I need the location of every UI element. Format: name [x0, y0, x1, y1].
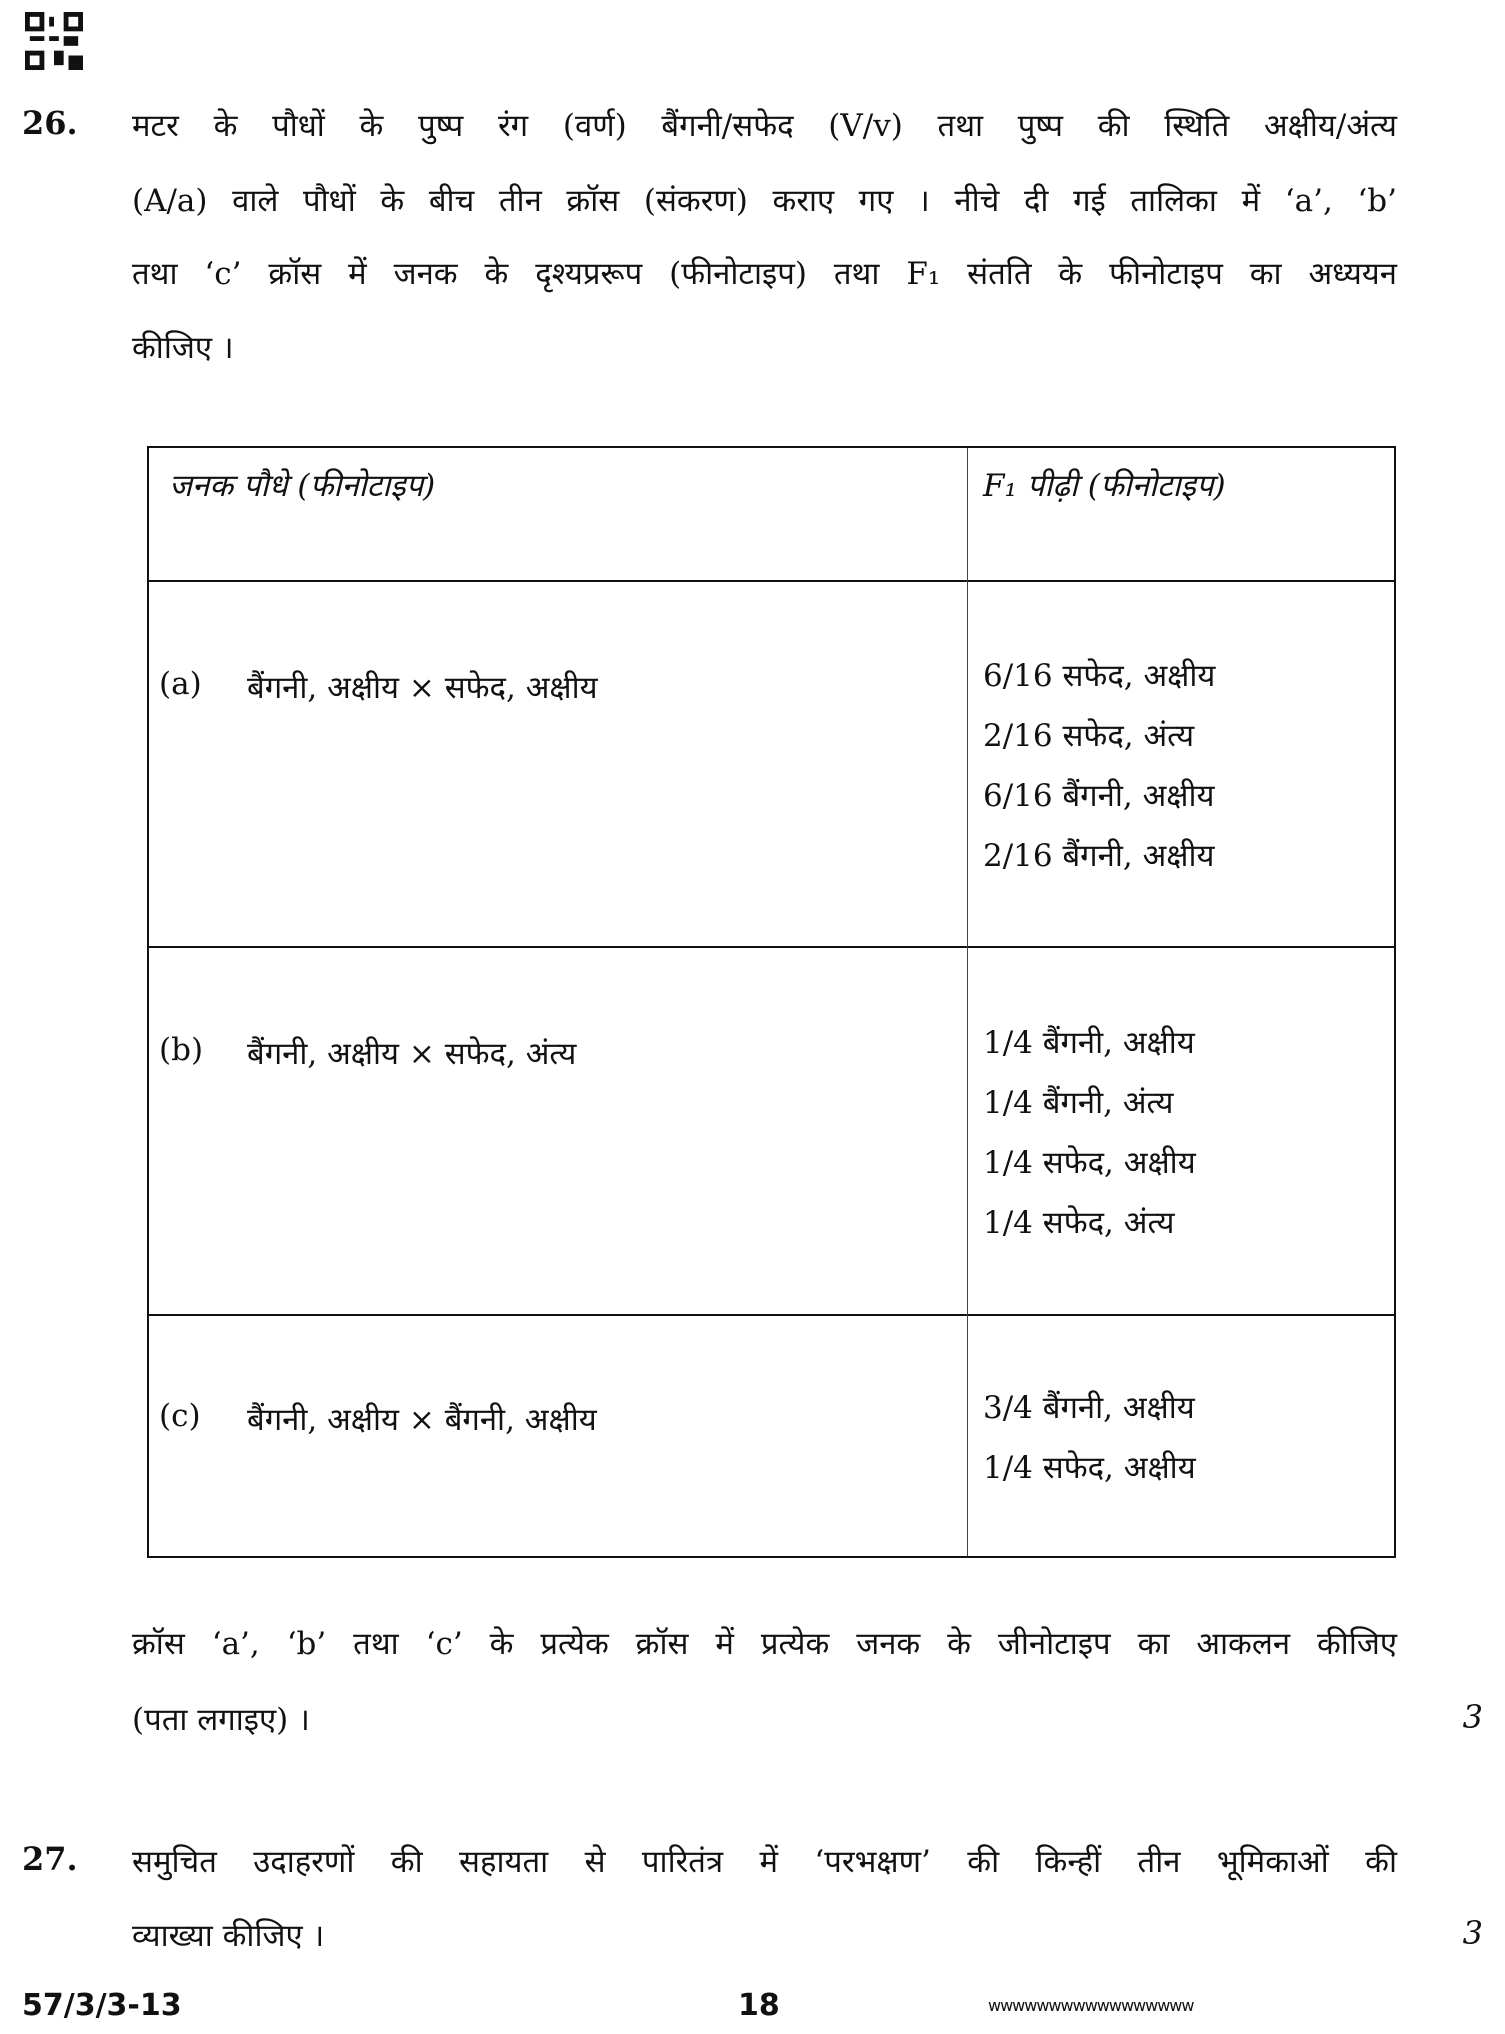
row-parents: बैंगनी, अक्षीय × बैंगनी, अक्षीय [247, 1402, 597, 1438]
row-f1 [983, 1013, 1196, 1253]
row-label: (a) [159, 666, 202, 702]
f1-item: 1/4 सफेद, अंत्य [983, 1205, 1175, 1241]
q26-instruction: (पता लगाइए) । [132, 1702, 310, 1738]
paper-code: 57/3/3-13 [22, 1988, 182, 2023]
q27-line: व्याख्या कीजिए । [132, 1918, 325, 1954]
row-parents: बैंगनी, अक्षीय × सफेद, अंत्य [247, 1036, 577, 1072]
f1-item: 2/16 सफेद, अंत्य [983, 718, 1195, 754]
header-parents: जनक पौधे (फीनोटाइप) [169, 468, 436, 504]
f1-item: 1/4 सफेद, अक्षीय [983, 1450, 1196, 1486]
q26-marks: 3 [1462, 1698, 1483, 1736]
f1-item: 3/4 बैंगनी, अक्षीय [983, 1390, 1195, 1426]
f1-item: 2/16 बैंगनी, अक्षीय [983, 838, 1215, 874]
f1-item: 1/4 बैंगनी, अंत्य [983, 1085, 1174, 1121]
f1-item: 1/4 बैंगनी, अक्षीय [983, 1025, 1195, 1061]
header-f1: F₁ पीढ़ी (फीनोटाइप) [983, 468, 1226, 504]
row-f1 [983, 1378, 1196, 1498]
f1-item: 6/16 सफेद, अक्षीय [983, 658, 1216, 694]
q26-line: कीजिए । [132, 330, 234, 366]
q27-line: समुचित उदाहरणों की सहायता से पारितंत्र में ‘परभक्षण’ की किन्हीं तीन भूमिकाओं की [132, 1844, 1397, 1880]
q26-line: तथा ‘c’ क्रॉस में जनक के दृश्यप्ररूप (फीनोटाइप) तथा F₁ संतति के फीनोटाइप का अध्ययन [132, 256, 1397, 292]
f1-item: 1/4 सफेद, अक्षीय [983, 1145, 1196, 1181]
q26-line: मटर के पौधों के पुष्प रंग (वर्ण) बैंगनी/सफेद (V/v) तथा पुष्प की स्थिति अक्षीय/अंत्य [132, 108, 1397, 144]
row-label: (b) [159, 1032, 204, 1068]
phenotype-table [147, 446, 1396, 1558]
row-f1 [983, 646, 1215, 886]
row-parents: बैंगनी, अक्षीय × सफेद, अक्षीय [247, 670, 598, 706]
row-label: (c) [159, 1398, 201, 1434]
f1-item: 6/16 बैंगनी, अक्षीय [983, 778, 1215, 814]
footer-decoration: wwwwwwwwwwwwwwwww [988, 1996, 1194, 2015]
qr-code [24, 12, 84, 70]
question-26-number: 26. [22, 104, 78, 142]
page-number: 18 [738, 1988, 780, 2023]
question-27-number: 27. [22, 1840, 78, 1878]
q26-line: (A/a) वाले पौधों के बीच तीन क्रॉस (संकरण) कराए गए । नीचे दी गई तालिका में ‘a’, ‘b’ [132, 183, 1397, 219]
q27-marks: 3 [1462, 1914, 1483, 1952]
q26-instruction: क्रॉस ‘a’, ‘b’ तथा ‘c’ के प्रत्येक क्रॉस में प्रत्येक जनक के जीनोटाइप का आकलन कीजिए [132, 1626, 1397, 1662]
